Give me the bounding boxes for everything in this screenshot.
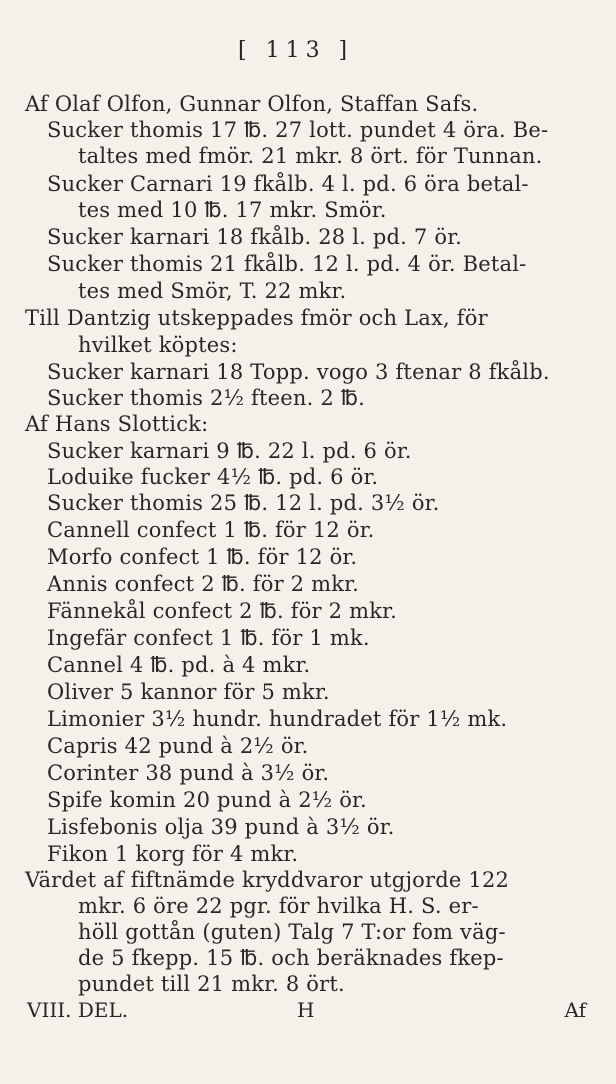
text-line: Sucker thomis 21 fkålb. 12 l. pd. 4 ör. Betal- (47, 252, 527, 276)
text-line: Cannell confect 1 ℔. för 12 ör. (47, 518, 375, 542)
text-line: Cannel 4 ℔. pd. à 4 mkr. (47, 653, 311, 677)
page-footer (27, 998, 586, 1022)
text-line: Oliver 5 kannor för 5 mkr. (47, 680, 330, 704)
text-line: Corinter 38 pund à 3½ ör. (47, 761, 330, 785)
text-line: Limonier 3½ hundr. hundradet för 1½ mk. (47, 707, 508, 731)
text-line: Sucker karnari 18 fkålb. 28 l. pd. 7 ör. (47, 225, 463, 249)
text-line: Lisfebonis olja 39 pund à 3½ ör. (47, 815, 395, 839)
text-line: Spife komin 20 pund à 2½ ör. (47, 788, 367, 812)
text-line: Sucker Carnari 19 fkålb. 4 l. pd. 6 öra betal- (47, 172, 529, 196)
text-line: Fännekål confect 2 ℔. för 2 mkr. (47, 599, 397, 623)
text-line: Sucker thomis 25 ℔. 12 l. pd. 3½ ör. (47, 491, 440, 515)
signature-mark: H (297, 998, 315, 1022)
text-line: Sucker karnari 18 Topp. vogo 3 ftenar 8 fkålb. (47, 360, 550, 384)
text-line: hvilket köptes: (78, 333, 238, 357)
text-line: höll gottån (guten) Talg 7 T:or fom väg- (78, 920, 506, 944)
text-line: Sucker thomis 2½ fteen. 2 ℔. (47, 386, 366, 410)
text-line: Värdet af fiftnämde kryddvaror utgjorde 122 (25, 868, 510, 892)
text-line: Sucker thomis 17 ℔. 27 lott. pundet 4 öra. Be- (47, 118, 549, 142)
text-line: Ingefär confect 1 ℔. för 1 mk. (47, 626, 370, 650)
text-line: Af Hans Slottick: (25, 412, 209, 436)
catchword: Af (564, 998, 586, 1022)
text-line: taltes med fmör. 21 mkr. 8 ört. för Tunnan. (78, 144, 543, 168)
text-line: Annis confect 2 ℔. för 2 mkr. (47, 572, 359, 596)
text-line: pundet till 21 mkr. 8 ört. (78, 972, 345, 996)
text-line: Loduike fucker 4½ ℔. pd. 6 ör. (47, 465, 379, 489)
text-line: de 5 fkepp. 15 ℔. och beräknades fkep- (78, 946, 504, 970)
text-line: Till Dantzig utskeppades fmör och Lax, för (25, 306, 488, 330)
text-line: Af Olaf Olfon, Gunnar Olfon, Staffan Safs. (25, 92, 479, 116)
text-line: tes med Smör, T. 22 mkr. (78, 279, 347, 303)
volume-label: VIII. DEL. (27, 998, 129, 1022)
text-line: Sucker karnari 9 ℔. 22 l. pd. 6 ör. (47, 439, 412, 463)
text-line: Morfo confect 1 ℔. för 12 ör. (47, 545, 358, 569)
page-number: [ 113 ] (238, 38, 354, 63)
text-line: Fikon 1 korg för 4 mkr. (47, 842, 299, 866)
text-line: mkr. 6 öre 22 pgr. för hvilka H. S. er- (78, 894, 479, 918)
text-line: Capris 42 pund à 2½ ör. (47, 734, 309, 758)
text-line: tes med 10 ℔. 17 mkr. Smör. (78, 198, 387, 222)
